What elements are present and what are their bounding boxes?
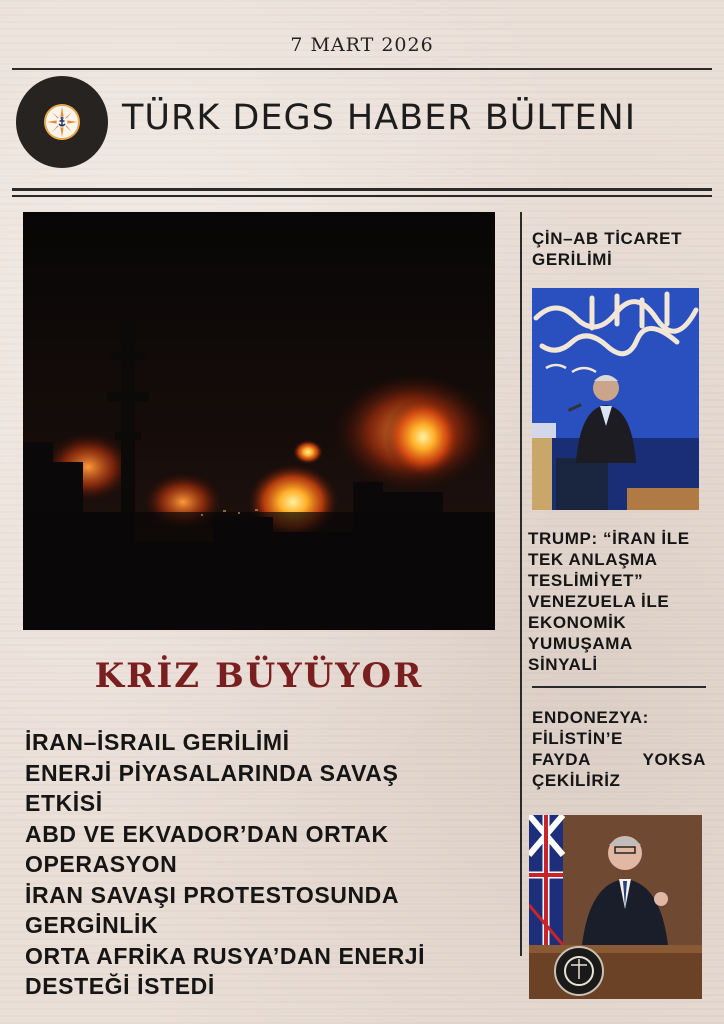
- heading-line: GERİLİMİ: [532, 250, 613, 269]
- issue-date: 7 MART 2026: [290, 34, 434, 56]
- sidebar-photo-2: [529, 815, 702, 999]
- heading-line: TRUMP: “İRAN İLE: [528, 529, 690, 548]
- heading-line: FAYDA YOKSA: [532, 750, 706, 769]
- heading-line: EKONOMİK: [528, 613, 627, 632]
- news-item: DESTEĞİ İSTEDİ: [25, 973, 215, 999]
- main-news-photo: [23, 212, 495, 630]
- news-item: OPERASYON: [25, 851, 178, 877]
- heading-line: ENDONEZYA:: [532, 708, 649, 727]
- newsletter-title: TÜRK DEGS HABER BÜLTENI: [122, 98, 637, 138]
- sidebar-photo-1: [532, 288, 699, 510]
- news-item: ENERJİ PİYASALARINDA SAVAŞ: [25, 759, 399, 786]
- main-news-list: [25, 727, 495, 1002]
- heading-line: ÇEKİLİRİZ: [532, 771, 621, 790]
- sidebar-story-1-heading: [532, 228, 712, 270]
- anchor-compass-icon: [44, 104, 80, 140]
- news-item: ABD VE EKVADOR’DAN ORTAK: [25, 820, 389, 847]
- heading-line: YUMUŞAMA: [528, 634, 633, 653]
- header-rule-thick: [12, 188, 712, 191]
- news-item: İRAN–İSRAIL GERİLİMİ: [25, 729, 290, 755]
- main-headline: KRİZ BÜYÜYOR: [94, 656, 424, 696]
- heading-line: TEK ANLAŞMA: [528, 550, 658, 569]
- sidebar-story-2-heading: [528, 528, 708, 675]
- news-item: ORTA AFRİKA RUSYA’DAN ENERJİ: [25, 942, 426, 969]
- sidebar-separator: [532, 686, 706, 688]
- news-item: İRAN SAVAŞI PROTESTOSUNDA: [25, 881, 400, 908]
- heading-line: TESLİMİYET”: [528, 571, 644, 590]
- heading-line: FİLİSTİN’E: [532, 729, 623, 748]
- top-rule: [12, 68, 712, 70]
- news-item: GERGİNLİK: [25, 912, 159, 938]
- logo: [16, 76, 108, 168]
- header-rule-thin: [12, 195, 712, 197]
- heading-line: VENEZUELA İLE: [528, 592, 670, 611]
- heading-line: ÇİN–AB TİCARET: [532, 229, 683, 248]
- news-item: ETKİSİ: [25, 790, 103, 816]
- column-divider: [520, 212, 522, 956]
- sidebar-story-3-heading: [532, 707, 706, 791]
- heading-line: SİNYALİ: [528, 655, 598, 674]
